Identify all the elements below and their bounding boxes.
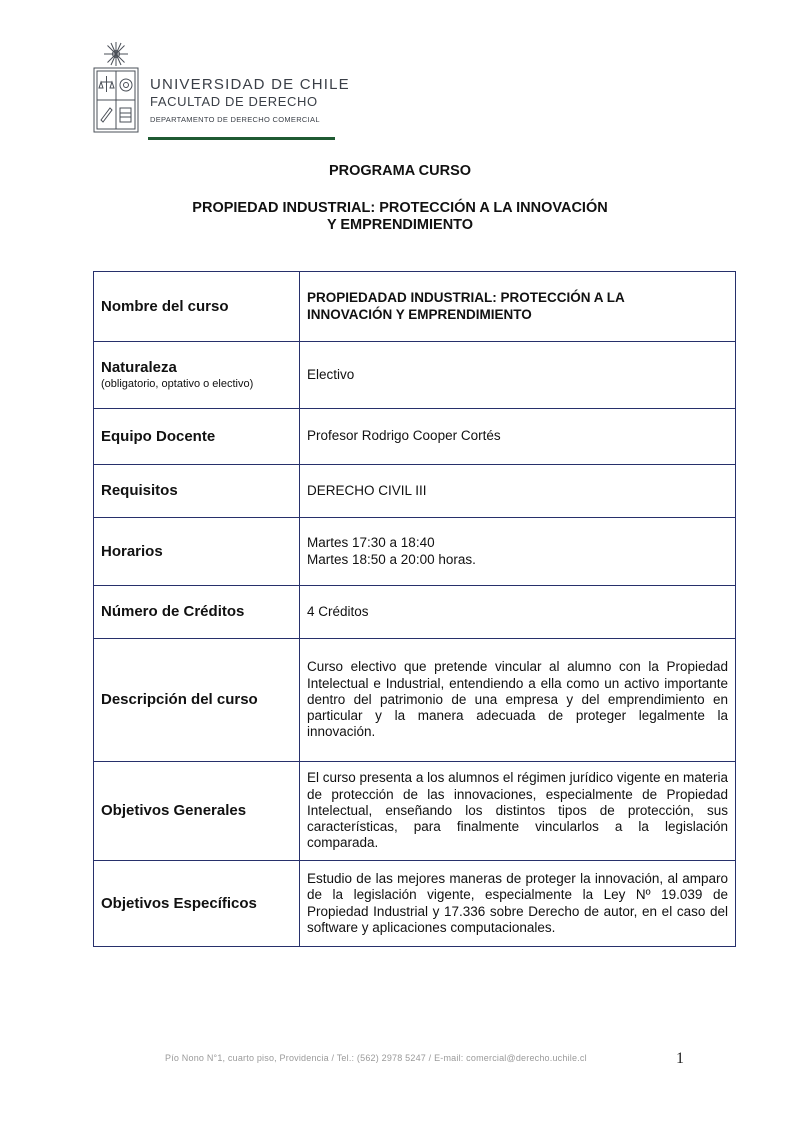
page-number: 1 [676,1050,684,1067]
row-label: Objetivos Generales [94,762,300,861]
row-label: Objetivos Específicos [94,861,300,947]
institution-block [150,76,350,126]
program-heading: PROGRAMA CURSO [328,163,472,179]
row-label: Equipo Docente [94,409,300,465]
row-label: Horarios [94,518,300,586]
table-row-teaching-team [94,409,736,465]
schedule-value [300,518,736,586]
description-value: Curso electivo que pretende vincular al alumno con la Propiedad Intelectual e Industrial, entendiendo a ella como un activo importante dentro del patrimonio de una empresa y del emprendimiento en particular y la manera adecuada de proteger legalmente la innovación. [300,639,736,762]
faculty-name: FACULTAD DE DERECHO [150,94,318,109]
teaching-team-value: Profesor Rodrigo Cooper Cortés [300,409,736,465]
requirements-value: DERECHO CIVIL III [300,465,736,518]
table-row-schedule [94,518,736,586]
course-title-line2: Y EMPRENDIMIENTO [326,217,474,233]
table-row-credits [94,586,736,639]
table-row-requirements [94,465,736,518]
row-label-cell [94,342,300,409]
nature-value: Electivo [300,342,736,409]
header-rule [148,137,335,140]
university-shield-logo [90,40,142,140]
course-name-value [300,272,736,342]
table-row-specific-objectives [94,861,736,947]
row-label: Requisitos [94,465,300,518]
table-row-nature [94,342,736,409]
row-label: Naturaleza [101,359,177,376]
university-name: UNIVERSIDAD DE CHILE [150,76,350,93]
row-label: Descripción del curso [94,639,300,762]
department-name: DEPARTAMENTO DE DERECHO COMERCIAL [150,115,320,124]
value-line: PROPIEDADAD INDUSTRIAL: PROTECCIÓN A LA [307,290,625,306]
general-objectives-value: El curso presenta a los alumnos el régimen jurídico vigente en materia de protección de las innovaciones, especialmente de Propiedad Intelectual, enseñando los distintos tipos de protección, sus características, para finalmente vincularlos a la legislación comparada. [300,762,736,861]
shield-logo-icon [90,40,142,140]
credits-value: 4 Créditos [300,586,736,639]
value-line: Martes 17:30 a 18:40 [307,535,435,551]
row-label: Número de Créditos [94,586,300,639]
table-row-general-objectives [94,762,736,861]
table-row-description [94,639,736,762]
row-sublabel: (obligatorio, optativo o electivo) [101,378,254,390]
course-title-line1: PROPIEDAD INDUSTRIAL: PROTECCIÓN A LA INNOVACIÓN [192,200,608,216]
value-line: Martes 18:50 a 20:00 horas. [307,551,476,567]
specific-objectives-value: Estudio de las mejores maneras de proteger la innovación, al amparo de la legislación vigente, especialmente la Ley Nº 19.039 de Propiedad Industrial y 17.336 sobre Derecho de autor, en el caso del software y aplicaciones computacionales. [300,861,736,947]
value-line: INNOVACIÓN Y EMPRENDIMIENTO [307,306,532,322]
footer-contact: Pío Nono N°1, cuarto piso, Providencia / Tel.: (562) 2978 5247 / E-mail: comercial@derecho.uchile.cl [165,1053,587,1063]
course-info-table [93,271,736,947]
table-row-course-name [94,272,736,342]
row-label: Nombre del curso [94,272,300,342]
